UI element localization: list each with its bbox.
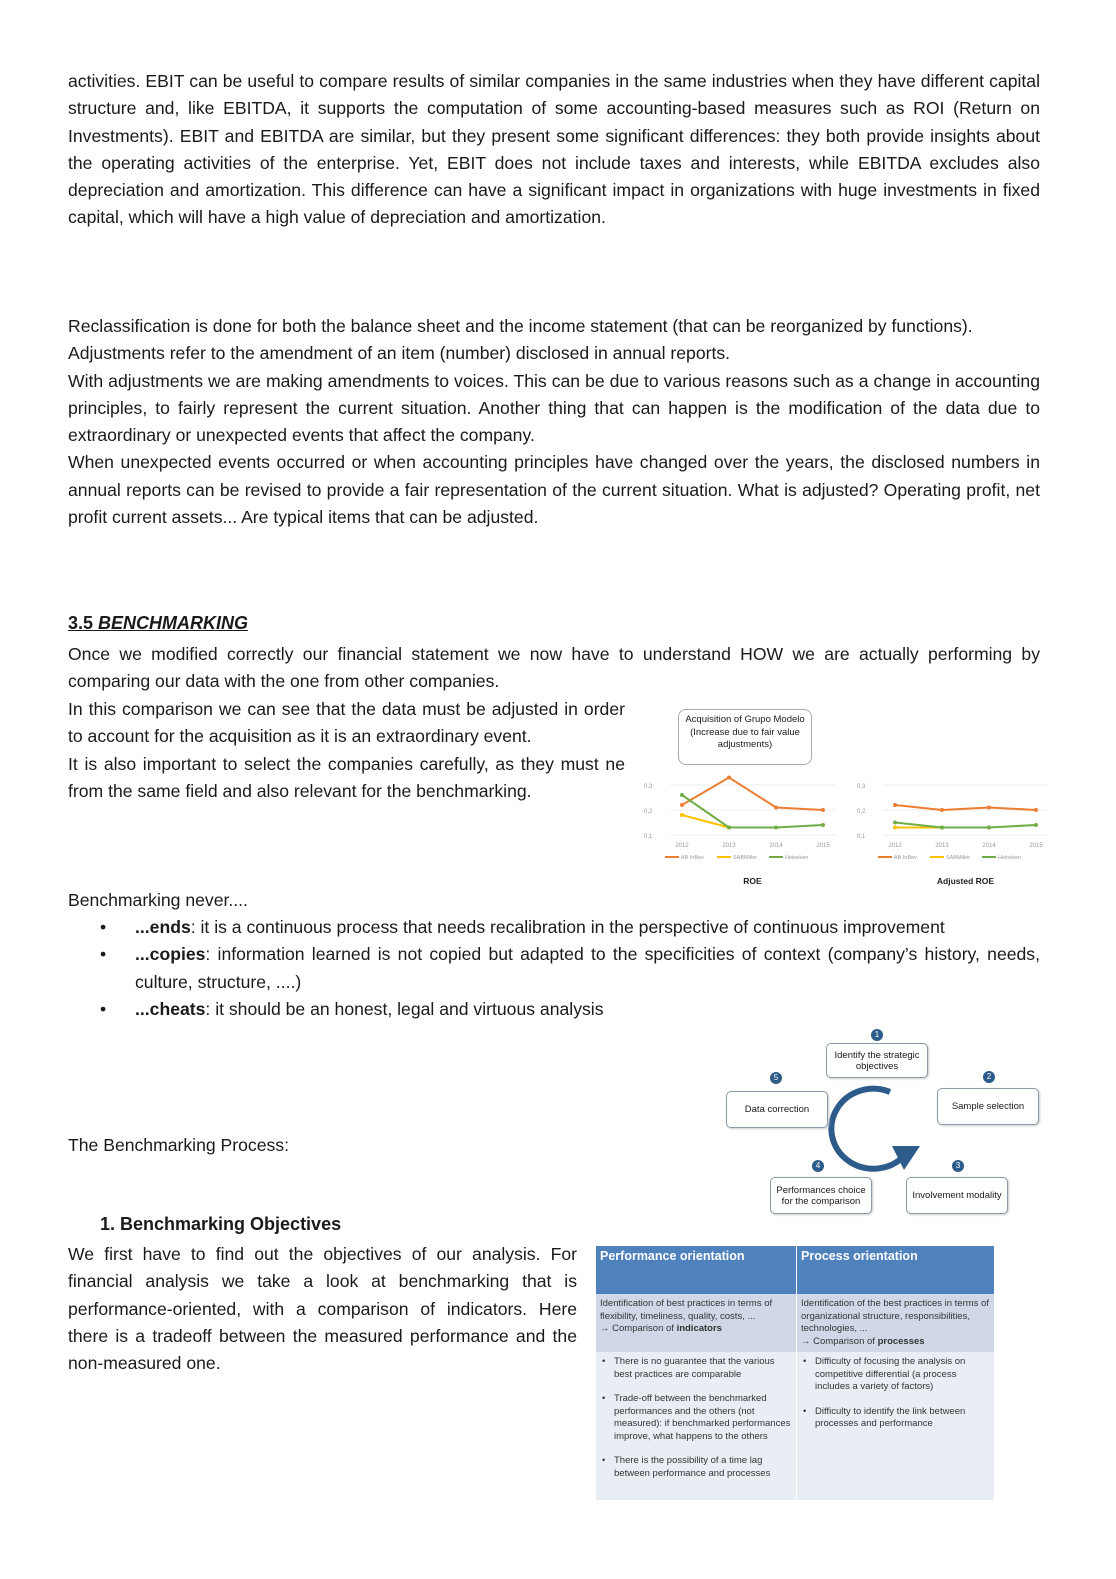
data-point <box>821 808 825 812</box>
text: In this comparison we can see that the data must be adjusted in order to account for the acquisition as it is an extraordinary event. <box>68 699 625 747</box>
data-point <box>727 776 731 780</box>
step-4-number: 4 <box>812 1160 824 1172</box>
text: We first have to find out the objectives of our analysis. For financial analysis we take a look at benchmarking that is performance-oriented, with a comparison of indicators. Here there is a tradeoff between the measured performance and the non-measured one. <box>68 1244 577 1374</box>
list-item: • Trade-off between the benchmarked performances and the others (not measured): if benchmarked performances improve, what happens to the others <box>600 1393 792 1443</box>
data-point <box>821 823 825 827</box>
data-point <box>680 793 684 797</box>
step-5-number: 5 <box>770 1072 782 1084</box>
paragraph-ebit <box>68 68 1040 232</box>
data-point <box>1034 823 1038 827</box>
series-line-ab-inbev <box>682 778 823 811</box>
never-label <box>68 887 1040 914</box>
step-1-number: 1 <box>871 1029 883 1041</box>
step-1: Identify the strategic objectives <box>826 1043 928 1078</box>
section-number: 3.5 <box>68 613 99 633</box>
lead: ...cheats <box>135 998 206 1019</box>
x-tick-label: 2015 <box>816 843 830 849</box>
y-tick-label: 0,3 <box>644 784 653 790</box>
roe-chart <box>640 760 845 890</box>
text: Identification of the best practices in terms of organizational structure, responsibilities, technologies, ... <box>801 1298 989 1334</box>
list-item <box>68 996 675 1023</box>
cycle-arrow-icon <box>820 1080 930 1180</box>
data-point <box>1034 808 1038 812</box>
section-title: BENCHMARKING <box>98 613 249 633</box>
text: → Comparison of <box>801 1335 878 1347</box>
legend-label: SABMiller <box>733 855 758 861</box>
data-point <box>893 821 897 825</box>
data-point <box>940 826 944 830</box>
legend-label: AB InBev <box>681 855 704 861</box>
section-heading <box>68 613 248 634</box>
list-item: • There is the possibility of a time lag between performance and processes <box>600 1455 792 1480</box>
text: : it is a continuous process that needs recalibration in the perspective of continuous improvement <box>190 917 945 937</box>
x-tick-label: 2015 <box>1029 843 1043 849</box>
data-point <box>774 826 778 830</box>
x-tick-label: 2013 <box>935 843 949 849</box>
x-tick-label: 2012 <box>888 843 902 849</box>
process-label <box>68 1132 1040 1159</box>
step-2-number: 2 <box>983 1071 995 1083</box>
text: → Comparison of <box>600 1323 677 1334</box>
legend-label: Heineken <box>785 855 809 861</box>
legend-label: SABMiller <box>946 855 971 861</box>
cell <box>797 1294 995 1352</box>
step-5: Data correction <box>726 1091 828 1128</box>
y-tick-label: 0,1 <box>644 834 653 840</box>
text: Identification of best practices in terms of flexibility, timeliness, quality, costs, ... <box>600 1298 773 1322</box>
legend-label: AB InBev <box>894 855 917 861</box>
series-line-ab-inbev <box>895 805 1036 810</box>
y-tick-label: 0,2 <box>857 809 866 815</box>
never-list <box>68 914 1040 1023</box>
series-line-sabmiller <box>682 815 729 828</box>
data-point <box>680 803 684 807</box>
text: When unexpected events occurred or when accounting principles have changed over the years, the disclosed numbers in annual reports can be revised to provide a fair representation of the current situation. What is adjusted? Operating profit, net profit current assets... Are typical items that can be adjusted. <box>68 452 1040 528</box>
comparison-paragraph <box>68 696 625 805</box>
data-point <box>987 826 991 830</box>
data-point <box>727 826 731 830</box>
step-3: Involvement modality <box>906 1177 1008 1214</box>
legend-label: Heineken <box>998 855 1022 861</box>
adjusted-roe-chart <box>853 760 1058 890</box>
data-point <box>940 808 944 812</box>
list-item: • Difficulty of focusing the analysis on competitive differential (a process includes a variety of factors) <box>801 1356 990 1394</box>
text: activities. EBIT can be useful to compare results of similar companies in the same industries when they have different capital structure and, like EBITDA, it supports the computation of some accounting-based measures such as ROI (Return on Investments). EBIT and EBITDA are similar, but they present some significant differences: they both provide insights about the operating activities of the enterprise. Yet, EBIT does not include taxes and interests, while EBITDA excludes also depreciation and amortization. This difference can have a significant impact in organizations with huge investments in fixed capital, which will have a high value of depreciation and amortization. <box>68 71 1040 228</box>
text: : it should be an honest, legal and virtuous analysis <box>205 998 604 1019</box>
x-tick-label: 2014 <box>769 843 783 849</box>
text: It is also important to select the companies carefully, as they must ne from the same field and also relevant for the benchmarking. <box>68 753 625 801</box>
cell-list <box>600 1356 792 1480</box>
text: Once we modified correctly our financial statement we now have to understand HOW we are actually performing by comparing our data with the one from other companies. <box>68 644 1040 692</box>
list-item: • Difficulty to identify the link between processes and performance <box>801 1406 990 1431</box>
chart-title: Adjusted ROE <box>936 876 995 886</box>
list-item: • There is no guarantee that the various best practices are comparable <box>600 1356 792 1381</box>
cell <box>596 1352 797 1500</box>
chart-title: ROE <box>743 876 762 886</box>
step-4: Performances choice for the comparison <box>770 1177 872 1214</box>
data-point <box>680 813 684 817</box>
text: Adjustments refer to the amendment of an item (number) disclosed in annual reports. <box>68 343 731 364</box>
chart-callout: Acquisition of Grupo Modelo (Increase due to fair value adjustments) <box>678 709 812 765</box>
data-point <box>893 803 897 807</box>
data-point <box>893 826 897 830</box>
cell <box>596 1294 797 1352</box>
text: Reclassification is done for both the balance sheet and the income statement (that can be reorganized by functions). <box>68 316 973 336</box>
objectives-paragraph <box>68 1241 577 1377</box>
header-performance: Performance orientation <box>596 1246 797 1294</box>
x-tick-label: 2012 <box>675 843 689 849</box>
cell <box>797 1352 995 1500</box>
text: The Benchmarking Process: <box>68 1135 289 1155</box>
orientation-table <box>596 1246 995 1500</box>
y-tick-label: 0,1 <box>857 834 866 840</box>
data-point <box>987 806 991 810</box>
section-intro <box>68 641 1040 696</box>
y-tick-label: 0,3 <box>857 784 866 790</box>
y-tick-label: 0,2 <box>644 809 653 815</box>
list-item <box>68 941 1040 996</box>
cell-list <box>801 1356 990 1431</box>
text: With adjustments we are making amendments to voices. This can be due to various reasons such as a change in accounting principles, to fairly represent the current situation. Another thing that can happen is the modification of the data due to extraordinary or unexpected events that affect the company. <box>68 370 1040 446</box>
step-3-number: 3 <box>952 1160 964 1172</box>
x-tick-label: 2013 <box>722 843 736 849</box>
objectives-heading: 1. Benchmarking Objectives <box>100 1214 342 1234</box>
list-item <box>68 914 1040 941</box>
text: Benchmarking never.... <box>68 890 248 910</box>
x-tick-label: 2014 <box>982 843 996 849</box>
header-process: Process orientation <box>797 1246 995 1294</box>
series-line-heineken <box>682 795 823 828</box>
lead: ...copies <box>135 944 206 965</box>
data-point <box>774 806 778 810</box>
text: processes <box>877 1335 925 1347</box>
paragraph-adjustments <box>68 313 1040 531</box>
lead: ...ends <box>135 917 191 937</box>
text: indicators <box>676 1323 722 1334</box>
step-2: Sample selection <box>937 1088 1039 1125</box>
text: : information learned is not copied but adapted to the specificities of context (company’s history, needs, culture, structure, ....) <box>135 944 1040 992</box>
